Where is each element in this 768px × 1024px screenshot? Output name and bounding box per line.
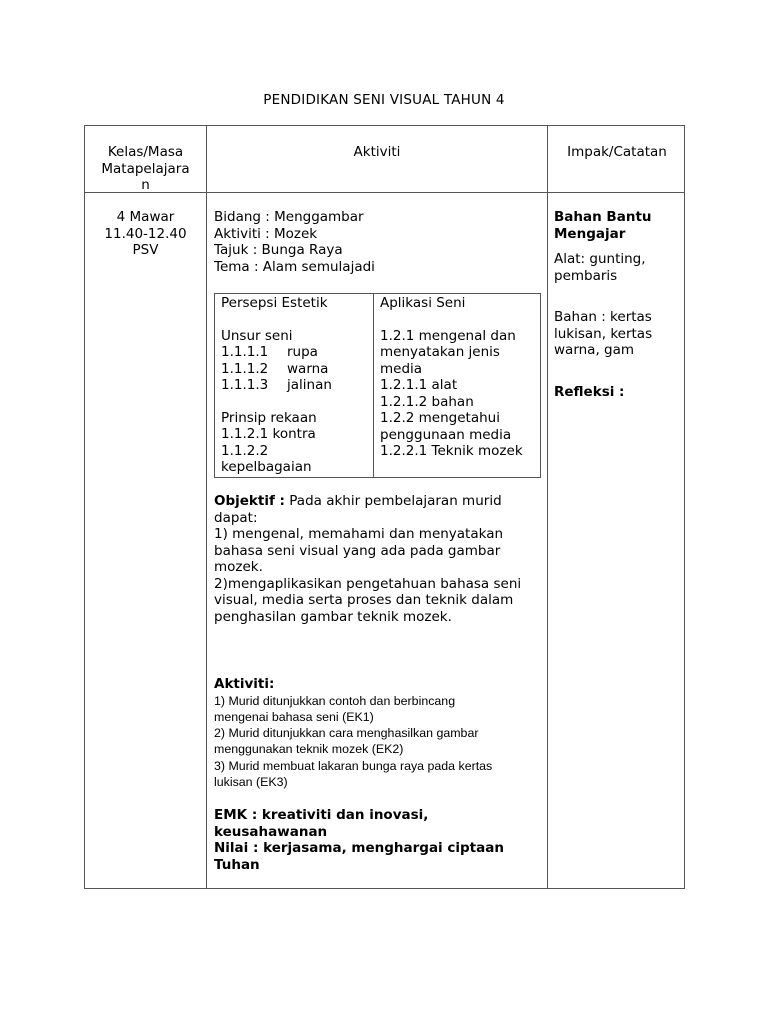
bbm-line: Bahan Bantu	[554, 209, 652, 225]
aplikasi-line: media	[380, 360, 423, 377]
aktiviti-label: Aktiviti:	[214, 676, 275, 692]
aplikasi-seni-cell	[380, 295, 540, 460]
aplikasi-line: menyatakan jenis	[380, 344, 500, 360]
persepsi-header: Persepsi Estetik	[221, 295, 328, 311]
aktiviti-line: lukisan (EK3)	[214, 774, 288, 789]
aktiviti-line: 1) Murid ditunjukkan contoh dan berbincang	[214, 693, 456, 708]
unsur-item	[221, 377, 371, 394]
alat-line: pembaris	[554, 267, 618, 284]
prinsip-label: Prinsip rekaan	[221, 409, 317, 426]
inner-column-divider	[373, 294, 374, 477]
emk-line: EMK : kreativiti dan inovasi,	[214, 807, 429, 823]
header-kelas-line: Matapelajara	[101, 160, 190, 177]
lesson-info	[214, 209, 375, 275]
aplikasi-line: penggunaan media	[380, 426, 512, 443]
aktiviti-line: menggunakan teknik mozek (EK2)	[214, 742, 404, 757]
kelas-line: 4 Mawar	[116, 209, 175, 225]
impak-catatan-cell	[554, 209, 684, 400]
objektif-line: bahasa seni visual yang ada pada gambar	[214, 542, 501, 559]
info-bidang: Bidang : Menggambar	[214, 209, 364, 225]
emk-nilai-section	[214, 807, 544, 873]
alat-line: Alat: gunting,	[554, 251, 646, 267]
prinsip-item: 1.1.2.1 kontra	[221, 426, 316, 442]
objektif-label: Objektif :	[214, 493, 285, 509]
lesson-plan-table	[84, 125, 685, 889]
info-aktiviti: Aktiviti : Mozek	[214, 225, 318, 242]
objektif-line: mozek.	[214, 559, 263, 575]
unsur-text: jalinan	[287, 377, 332, 393]
unsur-num: 1.1.1.1	[221, 344, 269, 360]
objektif-section	[214, 493, 544, 625]
aplikasi-line: 1.2.2.1 Teknik mozek	[380, 443, 523, 459]
aktiviti-line: 2) Murid ditunjukkan cara menghasilkan gambar	[214, 726, 479, 741]
prinsip-item: 1.1.2.2	[221, 442, 269, 459]
objektif-line: 1) mengenal, memahami dan menyatakan	[214, 526, 504, 542]
objektif-first-line	[214, 493, 544, 510]
objektif-line: dapat:	[214, 509, 258, 526]
header-kelas-line: Kelas/Masa	[107, 144, 184, 160]
aplikasi-line: 1.2.1 mengenal dan	[380, 327, 516, 344]
column-divider	[206, 126, 207, 888]
aplikasi-line: 1.2.1.1 alat	[380, 377, 458, 393]
aktiviti-line: 3) Murid membuat lakaran bunga raya pada kertas	[214, 758, 493, 773]
document-title: PENDIDIKAN SENI VISUAL TAHUN 4	[263, 92, 505, 108]
objektif-intro: Pada akhir pembelajaran murid	[284, 493, 502, 509]
kelas-masa-cell	[85, 209, 206, 259]
unsur-text: rupa	[287, 344, 318, 360]
nilai-line: Tuhan	[214, 856, 260, 873]
unsur-num: 1.1.1.3	[221, 377, 269, 393]
persepsi-estetik-cell	[221, 295, 371, 476]
nilai-line: Nilai : kerjasama, menghargai ciptaan	[214, 840, 504, 856]
objektif-line: penghasilan gambar teknik mozek.	[214, 608, 452, 625]
unsur-item	[221, 344, 371, 361]
header-impak-catatan: Impak/Catatan	[567, 144, 667, 160]
unsur-label: Unsur seni	[221, 327, 293, 344]
unsur-text: warna	[287, 360, 329, 377]
unsur-num: 1.1.1.2	[221, 360, 269, 377]
bahan-line: Bahan : kertas	[554, 309, 652, 325]
subject-line: PSV	[132, 242, 159, 258]
objektif-line: 2)mengaplikasikan pengetahuan bahasa seni	[214, 575, 522, 592]
info-tajuk: Tajuk : Bunga Raya	[214, 242, 343, 258]
emk-line: keusahawanan	[214, 823, 328, 840]
aktiviti-section	[214, 676, 544, 790]
column-divider	[547, 126, 548, 888]
aplikasi-line: 1.2.2 mengetahui	[380, 410, 500, 426]
unsur-item	[221, 361, 371, 378]
prinsip-item: kepelbagaian	[221, 459, 312, 475]
refleksi-label: Refleksi :	[554, 383, 625, 400]
aktiviti-line: mengenai bahasa seni (EK1)	[214, 709, 374, 724]
standard-table	[214, 293, 541, 478]
bahan-line: lukisan, kertas	[554, 325, 653, 342]
objektif-line: visual, media serta proses dan teknik dalam	[214, 592, 514, 608]
aplikasi-line: 1.2.1.2 bahan	[380, 393, 474, 410]
aplikasi-header: Aplikasi Seni	[380, 295, 466, 311]
header-aktiviti: Aktiviti	[353, 144, 401, 160]
header-kelas-line: n	[141, 177, 150, 193]
masa-line: 11.40-12.40	[104, 225, 187, 242]
info-tema: Tema : Alam semulajadi	[214, 258, 375, 275]
bahan-line: warna, gam	[554, 342, 635, 358]
header-kelas-masa	[85, 144, 206, 194]
bbm-line: Mengajar	[554, 225, 626, 242]
